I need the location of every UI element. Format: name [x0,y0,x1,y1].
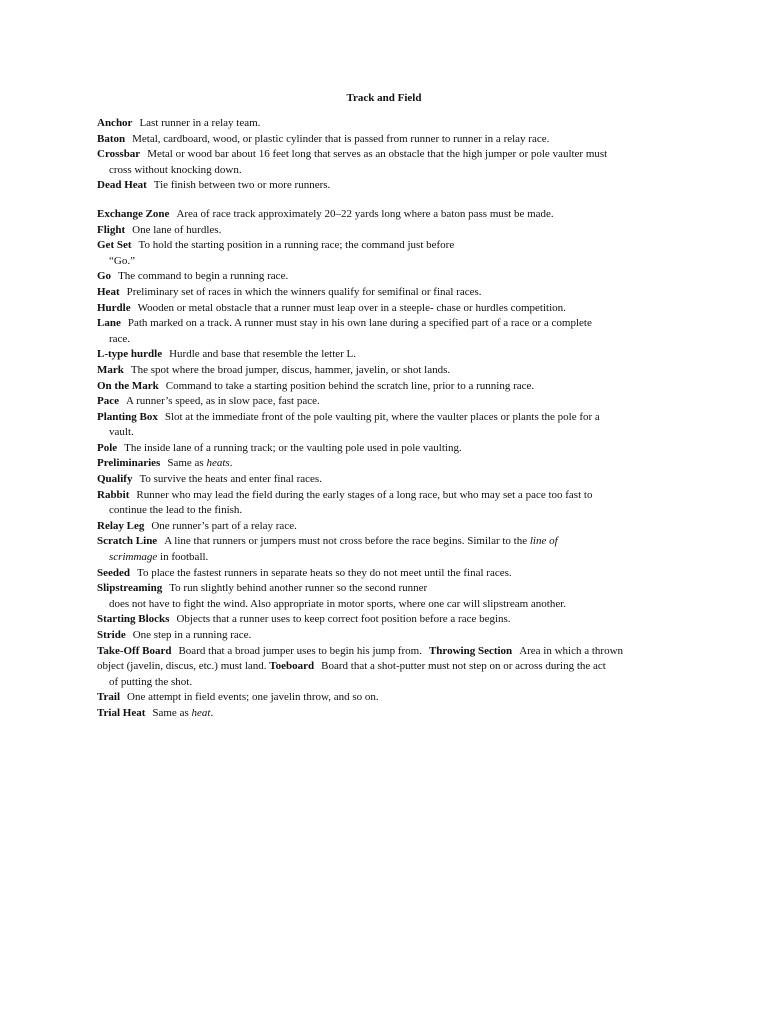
entry-definition: Path marked on a track. A runner must stay in his own lane during a specified part of a race or a complete [127,317,592,330]
glossary-entry-exchange-zone [97,207,677,223]
entry-term: L-type hurdle [97,348,163,361]
entry-definition: To survive the heats and enter final races. [139,473,322,486]
entry-definition-italic: heat [191,706,211,719]
entry-term-throwing-section: Throwing Section [428,644,513,657]
entry-definition: One runner’s part of a relay race. [151,519,297,532]
entry-term: Scratch Line [97,535,158,548]
entry-term: Baton [97,132,126,145]
entry-definition: To place the fastest runners in separate heats so they do not meet until the final races. [137,566,512,579]
glossary-entry-slipstreaming [97,581,677,612]
glossary-entry-take-off-board [97,644,677,660]
entry-definition: Metal, cardboard, wood, or plastic cylinder that is passed from runner to runner in a relay race. [132,132,550,145]
entry-definition: Same as [167,457,207,470]
entry-term: Toeboard [269,660,315,673]
glossary-entry-heat [97,285,677,301]
glossary-entry-starting-blocks [97,612,677,628]
entry-definition: object (javelin, discus, etc.) must land. [97,660,267,673]
glossary-entry-dead-heat [97,178,677,194]
glossary-entry-trial-heat [97,706,677,722]
entry-definition: To run slightly behind another runner so the second runner [169,582,428,595]
entry-continuation: does not have to fight the wind. Also appropriate in motor sports, where one car will slipstream another. [109,597,567,610]
entry-term: Anchor [97,117,133,129]
glossary-entry-get-set [97,238,677,269]
glossary-entry-l-type-hurdle [97,347,677,363]
entry-continuation: of putting the shot. [109,675,193,688]
glossary-entry-anchor [97,116,677,132]
entry-term: Relay Leg [97,519,145,532]
glossary-entry-qualify [97,472,677,488]
entry-definition: The command to begin a running race. [118,270,289,283]
glossary-entry-stride [97,628,677,644]
entry-definition: Command to take a starting position behind the scratch line, prior to a running race. [165,379,535,392]
entry-term: Seeded [97,566,130,579]
entry-definition: Preliminary set of races in which the winners qualify for semifinal or final races. [126,285,482,298]
entry-definition-italic: line of [529,535,558,548]
entry-term: Preliminaries [97,457,161,470]
page-title: Track and Field [346,92,422,104]
glossary-entry-trail [97,690,677,706]
entry-definition: A runner’s speed, as in slow pace, fast pace. [125,395,320,408]
entry-definition: Area in which a thrown [519,644,624,657]
entry-continuation: “Go.” [109,254,135,267]
entry-term: Exchange Zone [97,207,170,220]
glossary-entry-planting-box [97,410,677,441]
entry-term: Flight [97,223,126,236]
entry-term: Dead Heat [97,179,147,192]
entry-definition: Metal or wood bar about 16 feet long that serves as an obstacle that the high jumper or pole vaulter must [147,148,608,161]
glossary-entry-pole [97,441,677,457]
entry-term: Heat [97,285,120,298]
entry-continuation: race. [109,332,131,345]
entry-term: Hurdle [97,301,131,314]
glossary-entry-baton [97,132,677,148]
entry-term: Crossbar [97,148,141,161]
glossary-entry-scratch-line [97,534,677,565]
entry-definition: Hurdle and base that resemble the letter L. [169,348,357,361]
glossary-entry-preliminaries [97,456,677,472]
entry-definition: The spot where the broad jumper, discus, hammer, javelin, or shot lands. [130,363,451,376]
entry-continuation: vault. [109,426,134,439]
glossary-entry-pace [97,394,677,410]
entry-term: Trail [97,691,121,704]
entry-term: Slipstreaming [97,582,163,595]
entry-definition: Board that a shot-putter must not step on or across during the act [321,660,606,673]
entry-continuation: cross without knocking down. [109,163,242,176]
entry-term: Take-Off Board [97,644,172,657]
entry-definition: A line that runners or jumpers must not cross before the race begins. Similar to the [164,535,530,548]
entry-definition: Tie finish between two or more runners. [153,179,331,192]
entry-term: On the Mark [97,379,159,392]
entry-term: Starting Blocks [97,613,170,626]
glossary-entry-hurdle [97,301,677,317]
entry-continuation [97,550,677,566]
entry-definition-end: . [229,457,233,470]
entry-term: Planting Box [97,410,158,423]
glossary-entry-go [97,269,677,285]
glossary [97,116,677,722]
glossary-entry-toeboard [97,659,677,690]
entry-term: Get Set [97,239,132,252]
entry-definition: One attempt in field events; one javelin throw, and so on. [127,691,379,704]
entry-term: Lane [97,317,121,330]
entry-term: Trial Heat [97,706,146,719]
entry-definition: Slot at the immediate front of the pole vaulting pit, where the vaulter places or plants the pole for a [164,410,600,423]
entry-definition: Board that a broad jumper uses to begin his jump from. [178,644,422,657]
entry-term: Mark [97,363,124,376]
entry-definition: Last runner in a relay team. [139,117,261,129]
entry-term: Stride [97,629,126,641]
entry-continuation-end: in football. [157,551,209,564]
entry-continuation-italic: scrimmage [109,551,158,564]
glossary-entry-relay-leg [97,519,677,535]
entry-term: Rabbit [97,488,130,501]
entry-definition: Area of race track approximately 20–22 yards long where a baton pass must be made. [176,207,554,220]
entry-term: Pace [97,395,119,408]
glossary-entry-seeded [97,566,677,582]
entry-definition: Runner who may lead the field during the early stages of a long race, but who may set a pace too fast to [136,488,593,501]
entry-definition: Same as [152,706,192,719]
entry-definition: To hold the starting position in a running race; the command just before [138,239,455,252]
entry-term: Go [97,270,112,283]
glossary-entry-lane [97,316,677,347]
entry-definition: The inside lane of a running track; or the vaulting pole used in pole vaulting. [124,441,462,454]
entry-definition-italic: heats [206,457,230,470]
entry-definition: Objects that a runner uses to keep correct foot position before a race begins. [176,613,511,626]
entry-continuation: continue the lead to the finish. [109,504,243,517]
glossary-entry-on-the-mark [97,379,677,395]
entry-definition: Wooden or metal obstacle that a runner must leap over in a steeple- chase or hurdles competition. [137,301,566,314]
entry-definition-end: . [210,706,214,719]
glossary-entry-flight [97,223,677,239]
glossary-entry-mark [97,363,677,379]
glossary-entry-rabbit [97,488,677,519]
entry-term: Pole [97,441,118,454]
entry-definition: One step in a running race. [132,629,252,641]
glossary-entry-crossbar [97,147,677,178]
entry-term: Qualify [97,473,133,486]
entry-definition: One lane of hurdles. [132,223,222,236]
